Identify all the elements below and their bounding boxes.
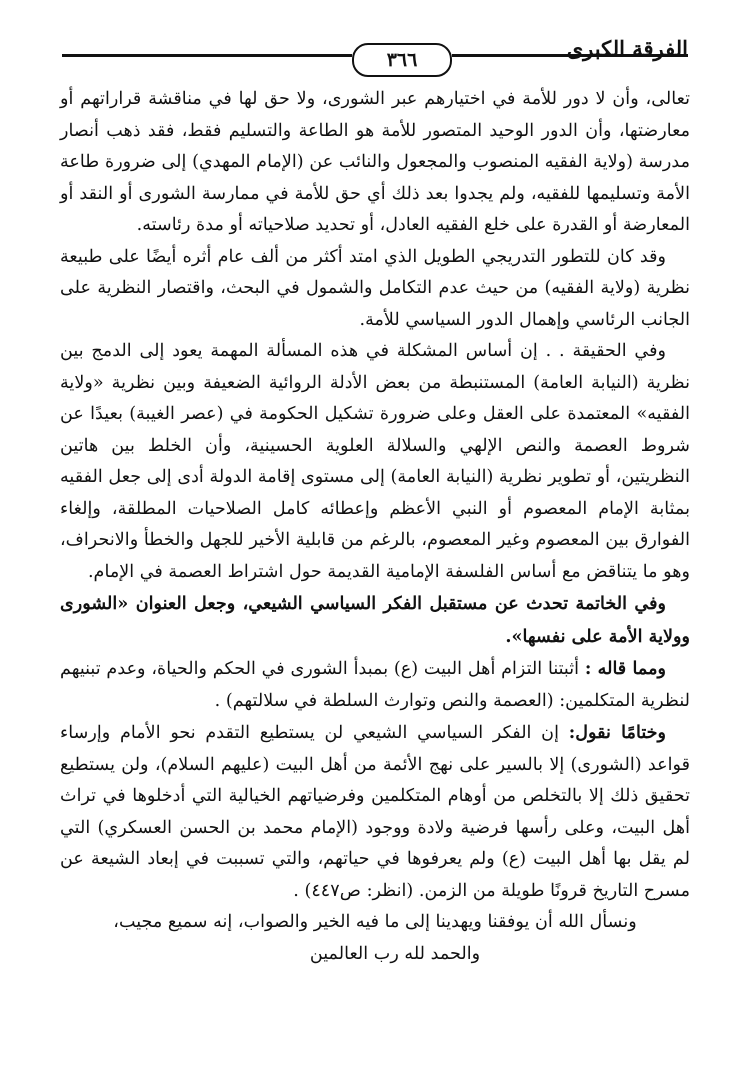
paragraph-bold-lead: وفي الخاتمة تحدث عن مستقبل الفكر السياسي الشيعي، وجعل العنوان «الشورى وولاية الأمة على نفسها». bbox=[60, 593, 690, 647]
page-header bbox=[62, 34, 688, 74]
paragraph-1 bbox=[60, 84, 690, 242]
paragraph-bold-lead: وختامًا نقول: bbox=[568, 722, 666, 743]
paragraph-5 bbox=[60, 653, 690, 717]
paragraph-text: أثبتنا التزام أهل البيت (ع) بمبدأ الشورى في الحكم والحياة، وعدم تبنيهم لنظرية المتكلمين: (العصمة والنص وتوارث السلطة في سلالتهم) . bbox=[60, 659, 690, 711]
paragraph-bold-lead: ومما قاله : bbox=[584, 658, 666, 679]
page-number: ٣٦٦ bbox=[352, 43, 452, 77]
paragraph-text: وقد كان للتطور التدريجي الطويل الذي امتد أكثر من ألف عام أثره أيضًا على طبيعة نظرية (ولاية الفقيه) من حيث عدم التكامل والشمول في البحث، واقتصار النظرية على الجانب الرئاسي وإهمال الدور السياسي للأمة. bbox=[60, 246, 690, 330]
paragraph-3 bbox=[60, 336, 690, 588]
paragraph-6 bbox=[60, 717, 690, 907]
page-body bbox=[60, 84, 690, 970]
paragraph-text: تعالى، وأن لا دور للأمة في اختيارهم عبر الشورى، ولا حق لها في مناقشة قراراتهم أو معارضتها، وأن الدور الوحيد المتصور للأمة هو الطاعة والتسليم فقط، فقد ذهب أنصار مدرسة (ولاية الفقيه المنصوب والمجعول والنائب عن (الإمام المهدي) إلى ضرورة طاعة الأمة وتسليمها للفقيه، ولم يجدوا بعد ذلك أي حق للأمة في ممارسة الشورى أو النقد أو المعارضة أو القدرة على خلع الفقيه العادل، أو تحديد صلاحياته أو مدة رئاسته. bbox=[60, 89, 690, 235]
closing-line-1: ونسأل الله أن يوفقنا ويهدينا إلى ما فيه الخير والصواب، إنه سميع مجيب، bbox=[113, 912, 637, 932]
paragraph-2 bbox=[60, 242, 690, 337]
paragraph-text: وفي الحقيقة . . إن أساس المشكلة في هذه المسألة المهمة يعود إلى الدمج بين نظرية (النيابة العامة) المستنبطة من بعض الأدلة الروائية الضعيفة وبين نظرية «ولاية الفقيه» المعتمدة على العقل وعلى ضرورة تشكيل الحكومة في (عصر الغيبة) بعيدًا عن شروط العصمة والنص الإلهي والسلالة العلوية الحسينية، وأن الخلط بين هاتين النظريتين، أو تطوير نظرية (النيابة العامة) إلى مستوى إقامة الدولة أدى إلى جعل الفقيه بمثابة الإمام المعصوم أو النبي الأعظم وإعطائه كامل الصلاحيات المطلقة، وإلغاء الفوارق بين المعصوم وغير المعصوم، بالرغم من قابلية الأخير للجهل والخطأ والانحراف، وهو ما يتناقض مع أساس الفلسفة الإمامية القديمة حول اشتراط العصمة في الإمام. bbox=[60, 341, 690, 582]
closing-line-2: والحمد لله رب العالمين bbox=[309, 943, 481, 964]
paragraph-4 bbox=[60, 588, 690, 653]
paragraph-text: إن الفكر السياسي الشيعي لن يستطيع التقدم نحو الأمام وإرساء قواعد (الشورى) إلا بالسير على نهج الأئمة من أهل البيت (عليهم السلام)، ولن يستطيع تحقيق ذلك إلا بالتخلص من أوهام المتكلمين وفرضياتهم الخيالية التي أدخلوها في تراث أهل البيت، وعلى رأسها فرضية ولادة ووجود (الإمام محمد بن الحسن العسكري) التي لم يقل بها أهل البيت (ع) ولم يعرفوها في حياتهم، والتي تسببت في إبعاد الشيعة عن مسرح التاريخ قرونًا طويلة من الزمن. (انظر: ص٤٤٧) . bbox=[60, 723, 690, 901]
running-title: الفرقة الكبرى bbox=[566, 36, 688, 61]
